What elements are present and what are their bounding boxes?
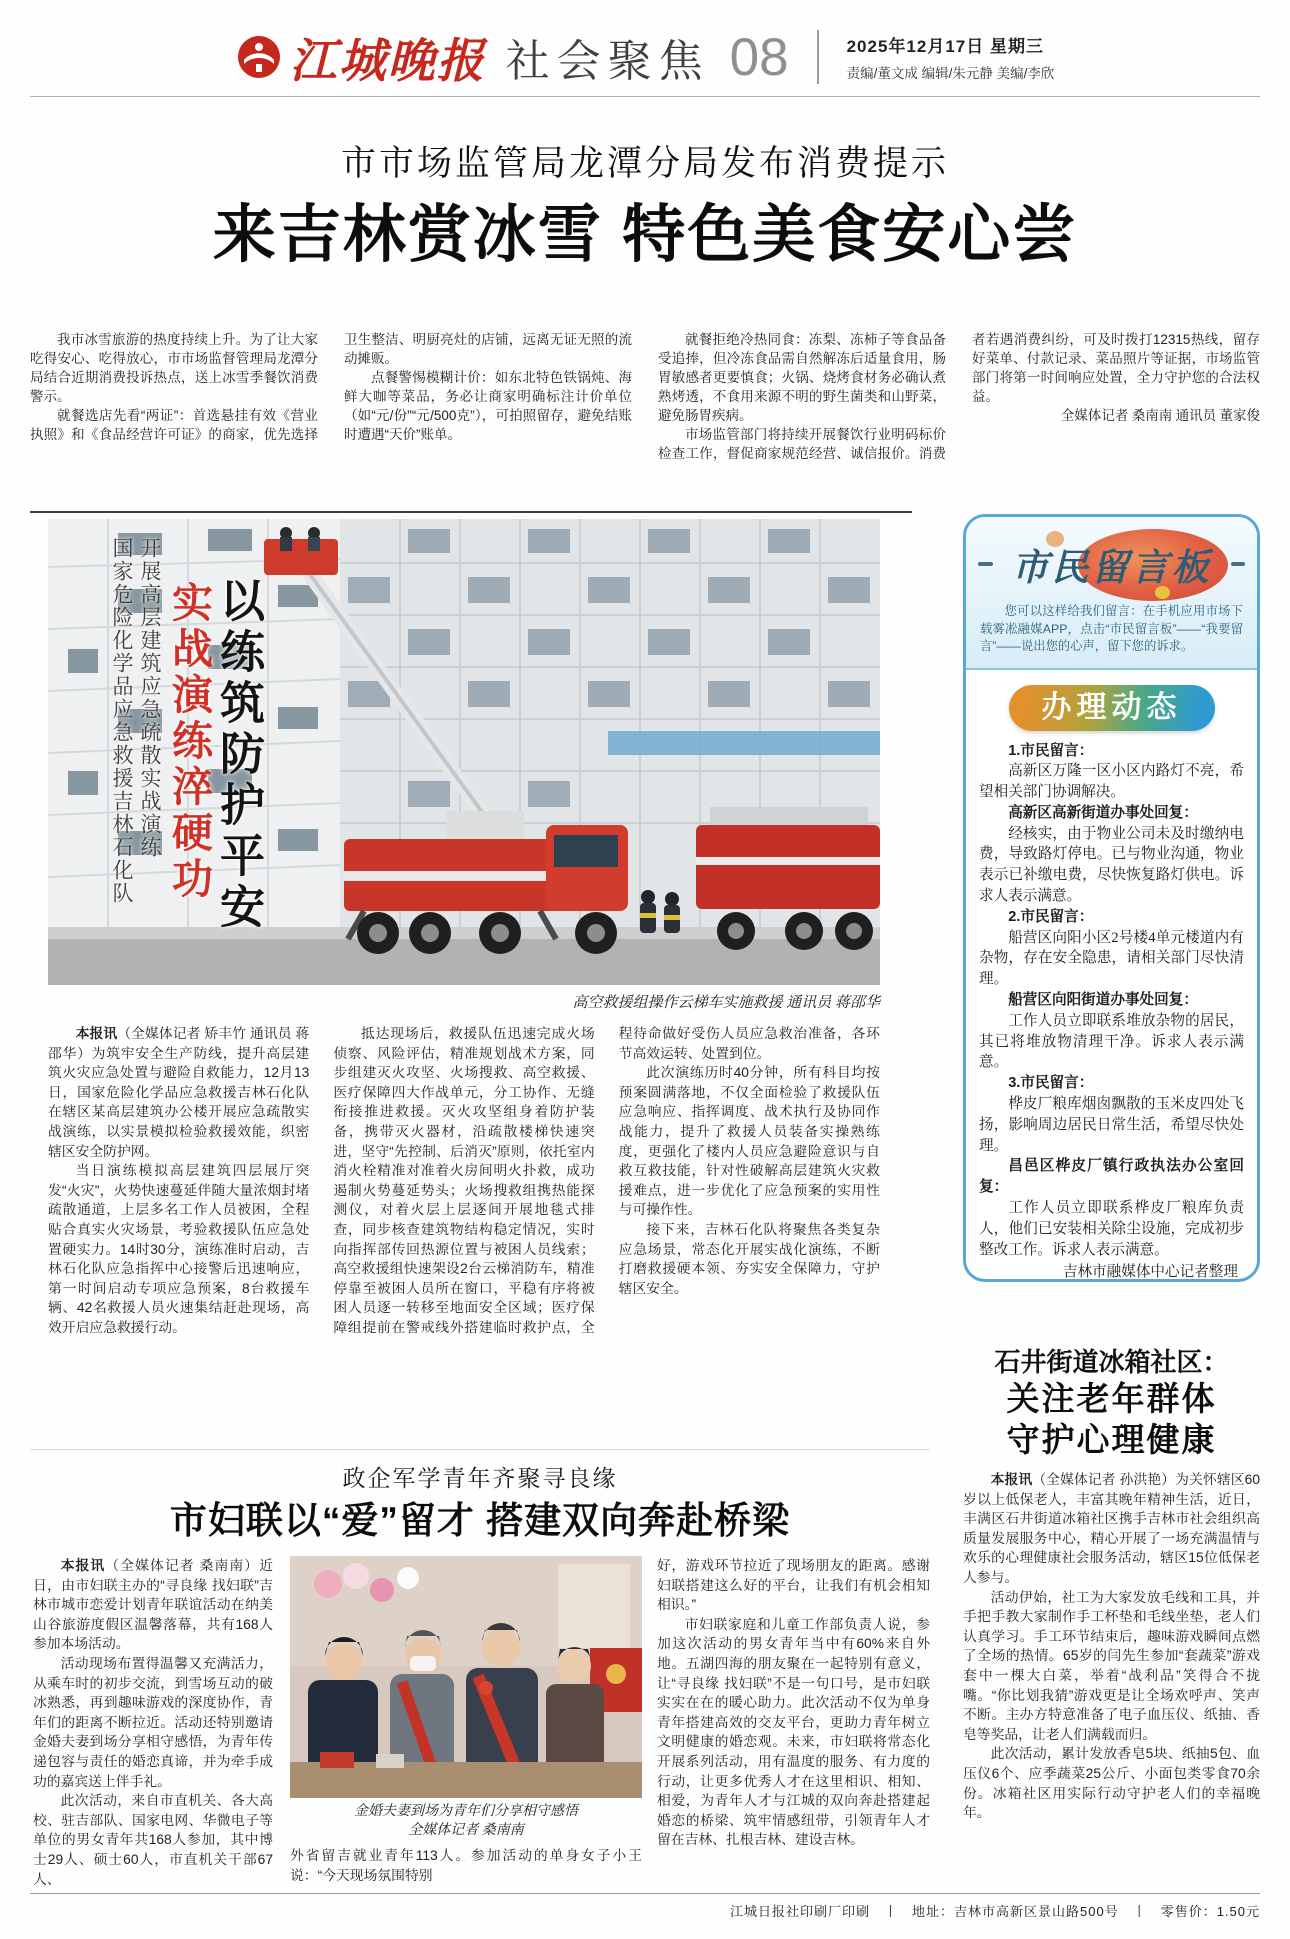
paragraph: 市妇联家庭和儿童工作部负责人说，参加这次活动的男女青年当中有60%来自外地。五湖四海的朋友聚在一起特别有意义，让“寻良缘 找妇联”不是一句口号，是市妇联实实在在的暖心助力。此次活动不仅为单身青年搭建高效的交友平台，更助力青年树立文明健康的婚恋观。未来，市妇联将常态化开展系列活动，用有温度的服务、有力度的行动，让更多优秀人才在这里相识、相知、相爱，为青年人才与江城的双向奔赴搭建起婚恋的桥梁、筑牢情感纽带，引领青年人才留在吉林、扎根吉林、建设吉林。	[657, 1616, 930, 1848]
match-photo-caption	[290, 1802, 642, 1840]
match-kicker: 政企军学青年齐聚寻良缘	[342, 1465, 618, 1491]
masthead-title: 江城晚报	[289, 35, 486, 88]
drill-title-red: 实战演练淬硬功	[166, 581, 212, 903]
message-list	[966, 737, 1257, 1283]
paragraph: 就餐选店先看“两证”：首选悬挂有效《营业执照》和《食品经营许可证》的商家，优先选择卫生整洁、明厨亮灶的店铺，远离无证无照的流动摊贩。	[30, 332, 632, 442]
masthead	[236, 24, 486, 91]
match-article-col1	[33, 1556, 273, 1892]
section-divider-rule	[30, 1449, 930, 1450]
lede-text: （全媒体记者 矫丰竹 通讯员 蒋邵华）为筑牢安全生产防线，提升高层建筑火灾应急处置与避险自救能力，12月13日，国家危险化学品应急救援吉林石化队在辖区某高层建筑办公楼开展应急疏散实战演练，以实景模拟检验救援效能，织密辖区安全防护网。	[48, 1026, 310, 1159]
reply-text: 经核实，由于物业公司未及时缴纳电费，导致路灯停电。已与物业沟通，物业表示已补缴电费，尽快恢复路灯供电。诉求人表示满意。	[979, 825, 1244, 905]
section-title: 社会聚焦	[505, 37, 710, 86]
paragraph: 抵达现场后，救援队伍迅速完成火场侦察、风险评估，精准规划战术方案，同步组建灭火攻坚、火场搜救、高空救援、医疗保障四大作战单元，分工协作、无缝衔接推进救援。灭火攻坚组身着防护装备，携带灭火器材，沿疏散楼梯快速突进，坚守“先控制、后消灭”原则，依托室内消火栓精准对准着火房间明火扑救，成功遏制火势蔓延势头；火场搜救组携热能探测仪，对着火层上层逐间开展地毯式排查，同步核查建筑物结构稳定情况，实时向指挥部传回热源位置与被困人员线索；高空救援组快速架设2台云梯消防车，精准停靠至被困人员所在窗口，平稳有序将被困人员逐一转移至地面安全区域；医疗保障组提前在警戒线外搭建临时救护点，全程待命做好受伤人员应急救治准备，各环节高效运转、处置到位。	[333, 1026, 880, 1335]
lede-label: 本报讯	[75, 1026, 118, 1041]
section-divider-rule	[30, 511, 912, 513]
match-article-below-photo	[290, 1846, 642, 1888]
reply-text: 工作人员立即联系桦皮厂粮库负责人，他们已安装相关除尘设施，完成初步整改工作。诉求人表示满意。	[979, 1200, 1244, 1258]
drill-photo	[48, 519, 880, 985]
message-board-title: 市民留言板	[1011, 548, 1212, 589]
lead-byline: 全媒体记者 桑南南 通讯员 董家俊	[1060, 408, 1260, 423]
reply-label: 高新区高新街道办事处回复：	[1008, 804, 1198, 821]
footer-imprint: 江城日报社印刷厂印刷 丨 地址：吉林市高新区景山路500号 丨 零售价：1.50元	[730, 1904, 1260, 1919]
match-headline: 市妇联以“爱”留才 搭建双向奔赴桥梁	[169, 1500, 791, 1541]
drill-title-black: 以练筑防护平安	[213, 577, 264, 934]
board-credit: 吉林市融媒体中心记者整理	[1062, 1264, 1238, 1281]
message-label: 2.市民留言：	[1008, 908, 1094, 925]
elders-headline-line1: 关注老年群体	[1006, 1380, 1217, 1417]
caption-line2: 全媒体记者 桑南南	[408, 1823, 524, 1838]
lead-headline: 来吉林赏冰雪 特色美食安心尝	[212, 200, 1078, 270]
dash-decoration	[1231, 562, 1246, 566]
status-badge: 办理动态	[1009, 685, 1215, 731]
issue-date: 2025年12月17日 星期三	[846, 37, 1044, 56]
paragraph: 外省留吉就业青年113人。参加活动的单身女子小王说：“今天现场氛围特别	[290, 1848, 642, 1883]
message-board-title-wrap	[1002, 533, 1222, 595]
message-board-intro: 您可以这样给我们留言：在手机应用市场下载雾凇融媒APP，点击“市民留言板”——“我要留言”——说出您的心声，留下您的诉求。	[980, 604, 1243, 653]
lead-kicker: 市市场监管局龙潭分局发布消费提示	[340, 144, 949, 183]
paragraph: 当日演练模拟高层建筑四层展厅突发“火灾”，火势快速蔓延伴随大量浓烟封堵疏散通道，上层多名工作人员被困，全程贴合真实火灾场景，考验救援队伍应急处置硬实力。14时30分，演练准时启动，吉林石化队应急指挥中心接警后迅速响应，第一时间启动专项应急预案，8台救援车辆、42名救援人员火速集结赶赴现场，高效开启应急救援行动。	[48, 1163, 310, 1335]
match-article-col3	[657, 1556, 930, 1892]
message-label: 3.市民留言：	[1008, 1075, 1094, 1092]
small-bubble-icon	[1046, 531, 1064, 547]
message-label: 1.市民留言：	[1008, 742, 1094, 759]
lede-label: 本报讯	[60, 1558, 106, 1573]
paragraph: 活动伊始，社工为大家发放毛线和工具，并手把手教大家制作手工杯垫和毛线坐垫，老人们认真学习。手工环节结束后，趣味游戏瞬间点燃了全场的热情。65岁的闫先生参加“套蔬菜”游戏套中一棵大白菜，举着“战利品”笑得合不拢嘴。“你比划我猜”游戏更是让全场欢呼声、笑声不断。主办方特意准备了电子血压仪、纸抽、香皂等奖品，让老人们满载而归。	[963, 1589, 1260, 1742]
header-rule	[30, 96, 1260, 97]
reply-label: 船营区向阳街道办事处回复：	[1008, 992, 1198, 1009]
paragraph: 就餐拒绝冷热同食：冻梨、冻柿子等食品备受追捧，但冷冻食品需自然解冻后适量食用，肠胃敏感者更要慎食；火锅、烧烤食材务必确认煮熟烤透，不食用来源不明的野生菌类和山野菜，避免肠胃疾病。	[658, 332, 946, 423]
lede-text: （全媒体记者 桑南南）近日，由市妇联主办的“寻良缘 找妇联”吉林市城市恋爱计划青年联谊活动在纳美山谷旅游度假区温馨落幕，共有168人参加本场活动。	[33, 1558, 273, 1652]
elders-headline-line2: 守护心理健康	[1006, 1421, 1217, 1458]
paragraph	[963, 1470, 1260, 1588]
paragraph: 此次活动，累计发放香皂5块、纸抽5包、血压仪6个、应季蔬菜25公斤、小面包类零食70余份。冰箱社区用实际行动守护老人们的幸福晚年。	[963, 1746, 1260, 1821]
masthead-logo-icon	[236, 34, 282, 80]
paragraph: 点餐警惕模糊计价：如东北特色铁锅炖、海鲜大咖等菜品，务必让商家明确标注计价单位（如“元/份”“元/500克”），可拍照留存，避免结账时遭遇“天价”账单。	[344, 370, 632, 442]
lead-article-body	[30, 330, 1260, 485]
message-text: 桦皮厂粮库烟囱飘散的玉米皮四处飞扬，影响周边居民日常生活，希望尽快处理。	[979, 1096, 1244, 1154]
message-board-header	[966, 517, 1257, 670]
header-meta	[847, 32, 1055, 82]
paragraph	[48, 1024, 309, 1161]
paragraph: 好，游戏环节拉近了现场朋友的距离。感谢妇联搭建这么好的平台，让我们有机会相知相识。”	[657, 1558, 930, 1613]
reply-text: 工作人员立即联系堆放杂物的居民，其已将堆放物清理干净。诉求人表示满意。	[979, 1012, 1244, 1071]
paragraph: 活动现场布置得温馨又充满活力，从乘车时的初步交流，到雪场互动的破冰熟悉，再到趣味游戏的深度协作，青年们的距离不断拉近。活动还特别邀请金婚夫妻到场分享相守感悟，为青年传递包容与责任的婚恋真谛，并为牵手成功的嘉宾送上伴手礼。	[33, 1655, 273, 1789]
drill-article-body	[48, 1024, 880, 1446]
drill-vertical-kicker: 开展高层建筑应急疏散实战演练	[138, 537, 161, 859]
paragraph: 我市冰雪旅游的热度持续上升。为了让大家吃得安心、吃得放心，市市场监督管理局龙潭分局结合近期消费投诉热点，送上冰雪季餐饮消费警示。	[30, 332, 318, 404]
lede-label: 本报讯	[990, 1472, 1033, 1487]
caption-line1: 金婚夫妻到场为青年们分享相守感悟	[354, 1804, 578, 1819]
paragraph: 接下来，吉林石化队将聚焦各类复杂应急场景，常态化开展实战化演练，不断打磨救援硬本领、夯实安全保障力，守护辖区安全。	[618, 1221, 880, 1296]
dash-decoration	[978, 562, 993, 566]
citizen-message-board	[963, 514, 1260, 1282]
match-photo-illustration	[290, 1556, 642, 1798]
page-number: 08	[729, 27, 789, 87]
header-divider	[817, 30, 819, 84]
footer-rule	[30, 1893, 1260, 1894]
message-text: 船营区向阳小区2号楼4单元楼道内有杂物，存在安全隐患，请相关部门尽快清理。	[979, 929, 1244, 988]
paragraph	[33, 1556, 273, 1654]
elders-article-body	[963, 1470, 1260, 1890]
message-text: 高新区万隆一区小区内路灯不亮，希望相关部门协调解决。	[979, 763, 1244, 801]
editors-line: 责编/董文成 编辑/朱元静 美编/李欣	[846, 66, 1055, 81]
page-header	[30, 24, 1260, 90]
elders-kicker: 石井街道冰箱社区：	[994, 1347, 1229, 1377]
match-photo	[290, 1556, 642, 1798]
paragraph: 此次活动，来自市直机关、各大高校、驻吉部队、国家电网、华微电子等单位的男女青年共168人参加，其中博士29人、硕士60人，市直机关干部67人、	[33, 1793, 273, 1887]
elders-headline	[963, 1378, 1260, 1460]
reply-label: 昌邑区桦皮厂镇行政执法办公室回复：	[979, 1158, 1244, 1196]
paragraph: 市场监管部门将持续开展餐饮行业明码标价检查工作，督促商家规范经营、诚信报价。消费者若遇消费纠纷，可及时拨打12315热线，留存好菜单、付款记录、菜品照片等证据，市场监管部门将第一时间响应处置，全力守护您的合法权益。	[658, 332, 1260, 461]
drill-photo-caption: 高空救援组操作云梯车实施救援 通讯员 蒋邵华	[572, 995, 880, 1011]
message-board-logo	[978, 527, 1245, 601]
paragraph: 此次演练历时40分钟，所有科目均按预案圆满落地，不仅全面检验了救援队伍应急响应、指挥调度、战术执行及协同作战能力，提升了救援人员装备实操熟练度，更强化了楼内人员应急避险意识与自救互救技能，针对性破解高层建筑火灾救援难点，进一步优化了应急预案的实用性与可操作性。	[618, 1065, 880, 1218]
drill-vertical-subtitle: 国家危险化学品应急救援吉林石化队	[110, 537, 133, 905]
lede-text: （全媒体记者 孙洪艳）为关怀辖区60岁以上低保老人，丰富其晚年精神生活，近日，丰满区石井街道冰箱社区携手吉林市社会组织高质量发展服务中心，精心开展了一场充满温情与欢乐的心理健康社会服务活动，辖区15位低保老人参与。	[963, 1472, 1260, 1585]
